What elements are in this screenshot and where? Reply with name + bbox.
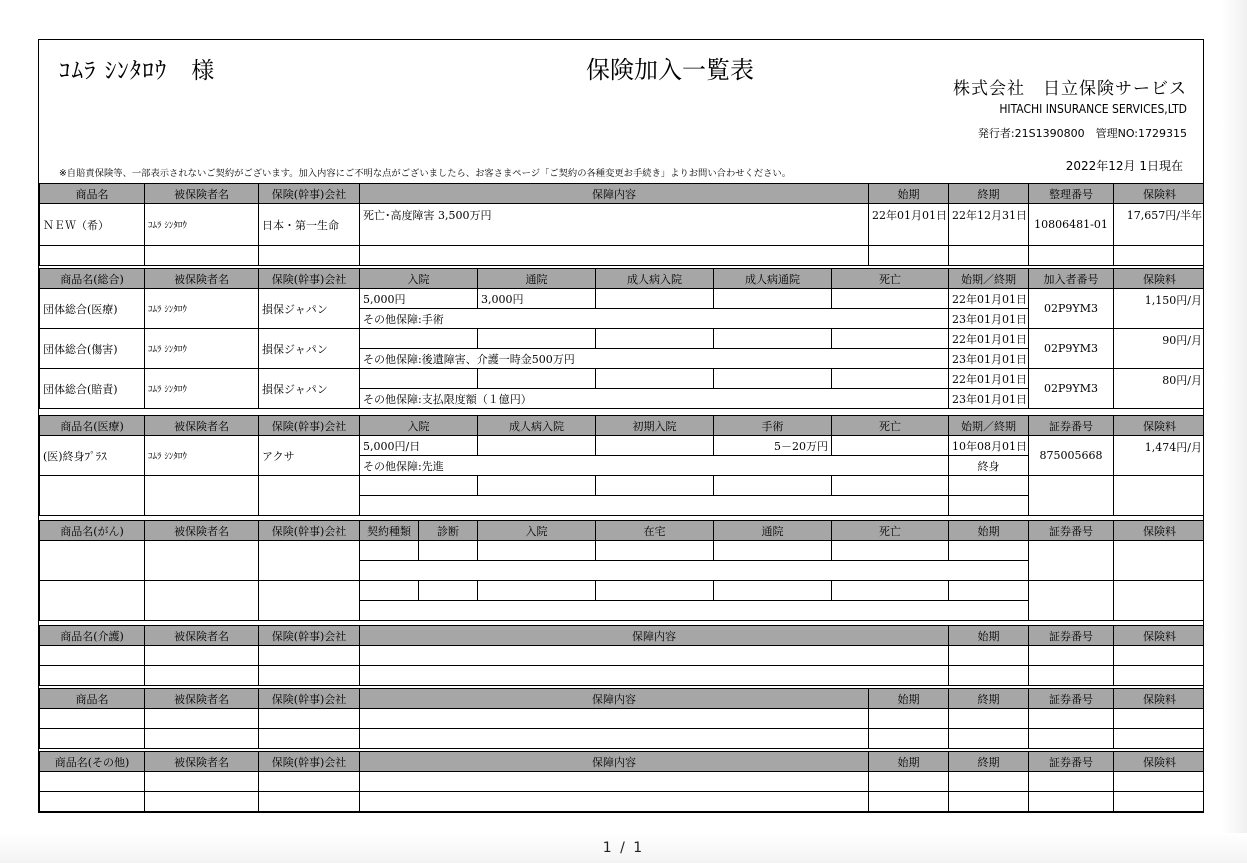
product-name: 団体総合(傷害) xyxy=(40,329,145,369)
page-indicator: 1 / 1 xyxy=(602,840,645,856)
member-number: 02P9YM3 xyxy=(1029,289,1114,329)
product-name: 団体総合(医療) xyxy=(40,289,145,329)
table-row xyxy=(40,581,1205,601)
hospitalization-benefit: 5,000円/日 xyxy=(360,436,478,456)
company-name-ja: 株式会社 日立保険サービス xyxy=(953,79,1187,99)
header-cell: 証券番号 xyxy=(1029,521,1114,541)
end-date: 23年01月01日 xyxy=(949,349,1029,369)
issuer-info: 発行者:21S1390800 管理NO:1729315 xyxy=(977,127,1187,140)
header-cell: 死亡 xyxy=(832,269,949,289)
header-cell: 保険料 xyxy=(1114,184,1205,204)
care-insurance-table xyxy=(39,625,1204,686)
product-name: (医)終身ﾌﾟﾗｽ xyxy=(40,436,145,476)
other-coverage: その他保障:支払限度額（１億円） xyxy=(360,389,949,409)
member-number: 02P9YM3 xyxy=(1029,329,1114,369)
header-cell: 証券番号 xyxy=(1029,626,1114,646)
header-cell: 始期／終期 xyxy=(949,269,1029,289)
table-row xyxy=(40,204,1205,246)
header-cell: 終期 xyxy=(949,184,1029,204)
premium: 1,150円/月 xyxy=(1114,289,1205,329)
header-cell: 終期 xyxy=(949,752,1029,772)
header-cell: 契約種類 xyxy=(360,521,419,541)
premium: 1,474円/月 xyxy=(1114,436,1205,476)
other-coverage: その他保障:後遺障害、介護一時金500万円 xyxy=(360,349,949,369)
coverage-text: 死亡･高度障害 3,500万円 xyxy=(360,204,869,246)
header-cell: 被保険者名 xyxy=(145,416,259,436)
other-insurance-table xyxy=(39,751,1204,812)
header-cell: 保険(幹事)会社 xyxy=(259,269,360,289)
header-cell: 保険料 xyxy=(1114,269,1205,289)
header-cell: 保険(幹事)会社 xyxy=(259,626,360,646)
header-cell: 通院 xyxy=(714,521,832,541)
table-header-row xyxy=(40,184,1205,204)
header-cell: 証券番号 xyxy=(1029,689,1114,709)
start-date: 22年01月01日 xyxy=(949,329,1029,349)
other-coverage: その他保障:先進 xyxy=(360,456,949,476)
header-cell: 死亡 xyxy=(832,521,949,541)
premium: 17,657円/半年 xyxy=(1114,204,1205,246)
table-row xyxy=(40,709,1205,729)
header-cell: 保険(幹事)会社 xyxy=(259,521,360,541)
header-cell: 商品名 xyxy=(40,689,145,709)
table-header-row xyxy=(40,269,1205,289)
header-cell: 始期 xyxy=(869,752,949,772)
document-title: 保険加入一覧表 xyxy=(586,56,754,84)
header-cell: 保険料 xyxy=(1114,521,1205,541)
header-cell: 保険(幹事)会社 xyxy=(259,184,360,204)
table-row xyxy=(40,646,1205,666)
header-cell: 被保険者名 xyxy=(145,689,259,709)
header-cell: 商品名(がん) xyxy=(40,521,145,541)
other-coverage: その他保障:手術 xyxy=(360,309,949,329)
insured-name: ｺﾑﾗ ｼﾝﾀﾛｳ xyxy=(145,289,259,329)
header-cell: 商品名(その他) xyxy=(40,752,145,772)
header-cell: 被保険者名 xyxy=(145,752,259,772)
header-cell: 被保険者名 xyxy=(145,521,259,541)
header-cell: 被保険者名 xyxy=(145,626,259,646)
product-name: ＮＥＷ（希） xyxy=(40,204,145,246)
table-row xyxy=(40,541,1205,561)
end-date: 23年01月01日 xyxy=(949,389,1029,409)
company-name-en: HITACHI INSURANCE SERVICES,LTD xyxy=(999,102,1187,116)
header-cell: 証券番号 xyxy=(1029,752,1114,772)
header-cell: 入院 xyxy=(478,521,596,541)
header-cell: 保険(幹事)会社 xyxy=(259,416,360,436)
header-cell: 在宅 xyxy=(596,521,714,541)
table-row xyxy=(40,729,1205,749)
group-insurance-table xyxy=(39,268,1204,409)
table-row xyxy=(40,476,1205,496)
header-cell: 商品名(介護) xyxy=(40,626,145,646)
table-header-row xyxy=(40,521,1205,541)
table-header-row xyxy=(40,626,1205,646)
viewer-edge xyxy=(1222,0,1247,863)
header-cell: 商品名(総合) xyxy=(40,269,145,289)
table-row xyxy=(40,436,1205,456)
start-date: 22年01月01日 xyxy=(949,289,1029,309)
general-insurance-table xyxy=(39,688,1204,749)
policy-number: 875005668 xyxy=(1029,436,1114,476)
insured-name: ｺﾑﾗ ｼﾝﾀﾛｳ xyxy=(145,436,259,476)
notice-text: ※自賠責保険等、一部表示されないご契約がございます。加入内容にご不明な点がございましたら、お客さまページ「ご契約の各種変更お手続き」よりお問い合わせください。 xyxy=(59,168,792,179)
header-cell: 被保険者名 xyxy=(145,184,259,204)
header-cell: 診断 xyxy=(419,521,478,541)
header-cell: 保険料 xyxy=(1114,689,1205,709)
header-cell: 死亡 xyxy=(832,416,949,436)
header-cell: 証券番号 xyxy=(1029,416,1114,436)
table-row xyxy=(40,369,1205,389)
table-row xyxy=(40,289,1205,309)
table-header-row xyxy=(40,689,1205,709)
customer-name: ｺﾑﾗ ｼﾝﾀﾛｳ 様 xyxy=(59,58,216,84)
end-date: 22年12月31日 xyxy=(949,204,1029,246)
header-cell: 始期／終期 xyxy=(949,416,1029,436)
insurer-name: 損保ジャパン xyxy=(259,369,360,409)
header-cell: 保険料 xyxy=(1114,626,1205,646)
document-page xyxy=(38,39,1204,813)
cancer-insurance-table xyxy=(39,520,1204,621)
insured-name: ｺﾑﾗ ｼﾝﾀﾛｳ xyxy=(145,204,259,246)
end-date: 終身 xyxy=(949,456,1029,476)
header-cell: 終期 xyxy=(949,689,1029,709)
header-cell: 保険料 xyxy=(1114,416,1205,436)
insurer-name: 損保ジャパン xyxy=(259,329,360,369)
header-cell: 保険(幹事)会社 xyxy=(259,752,360,772)
header-cell: 商品名 xyxy=(40,184,145,204)
header-cell: 加入者番号 xyxy=(1029,269,1114,289)
table-row xyxy=(40,772,1205,792)
header-cell: 被保険者名 xyxy=(145,269,259,289)
life-insurance-table xyxy=(39,183,1204,266)
header-cell: 保険料 xyxy=(1114,752,1205,772)
header-cell: 始期 xyxy=(949,626,1029,646)
header-cell: 始期 xyxy=(949,521,1029,541)
surgery-benefit: 5－20万円 xyxy=(714,436,832,456)
header-cell: 保険(幹事)会社 xyxy=(259,689,360,709)
outpatient-benefit: 3,000円 xyxy=(478,289,596,309)
header-cell: 入院 xyxy=(360,416,478,436)
header-cell: 商品名(医療) xyxy=(40,416,145,436)
table-row xyxy=(40,246,1205,266)
premium: 90円/月 xyxy=(1114,329,1205,369)
as-of-date: 2022年12月 1日現在 xyxy=(1065,159,1183,173)
member-number: 02P9YM3 xyxy=(1029,369,1114,409)
header-cell: 保障内容 xyxy=(360,689,869,709)
start-date: 22年01月01日 xyxy=(869,204,949,246)
insured-name: ｺﾑﾗ ｼﾝﾀﾛｳ xyxy=(145,369,259,409)
table-header-row xyxy=(40,416,1205,436)
table-row xyxy=(40,329,1205,349)
start-date: 22年01月01日 xyxy=(949,369,1029,389)
insurer-name: 日本・第一生命 xyxy=(259,204,360,246)
header-cell: 保障内容 xyxy=(360,626,949,646)
product-name: 団体総合(賠責) xyxy=(40,369,145,409)
insurer-name: 損保ジャパン xyxy=(259,289,360,329)
table-row xyxy=(40,792,1205,812)
header-cell: 始期 xyxy=(869,184,949,204)
table-header-row xyxy=(40,752,1205,772)
header-cell: 入院 xyxy=(360,269,478,289)
start-date: 10年08月01日 xyxy=(949,436,1029,456)
reference-number: 10806481-01 xyxy=(1029,204,1114,246)
header-cell: 整理番号 xyxy=(1029,184,1114,204)
header-cell: 成人病入院 xyxy=(478,416,596,436)
insurer-name: アクサ xyxy=(259,436,360,476)
premium: 80円/月 xyxy=(1114,369,1205,409)
header-cell: 始期 xyxy=(869,689,949,709)
table-row xyxy=(40,666,1205,686)
hospitalization-benefit: 5,000円 xyxy=(360,289,478,309)
end-date: 23年01月01日 xyxy=(949,309,1029,329)
header-cell: 保障内容 xyxy=(360,184,869,204)
medical-insurance-table xyxy=(39,415,1204,516)
header-cell: 成人病入院 xyxy=(596,269,714,289)
header-cell: 手術 xyxy=(714,416,832,436)
header-cell: 成人病通院 xyxy=(714,269,832,289)
header-cell: 保障内容 xyxy=(360,752,869,772)
header-cell: 初期入院 xyxy=(596,416,714,436)
insured-name: ｺﾑﾗ ｼﾝﾀﾛｳ xyxy=(145,329,259,369)
header-cell: 通院 xyxy=(478,269,596,289)
